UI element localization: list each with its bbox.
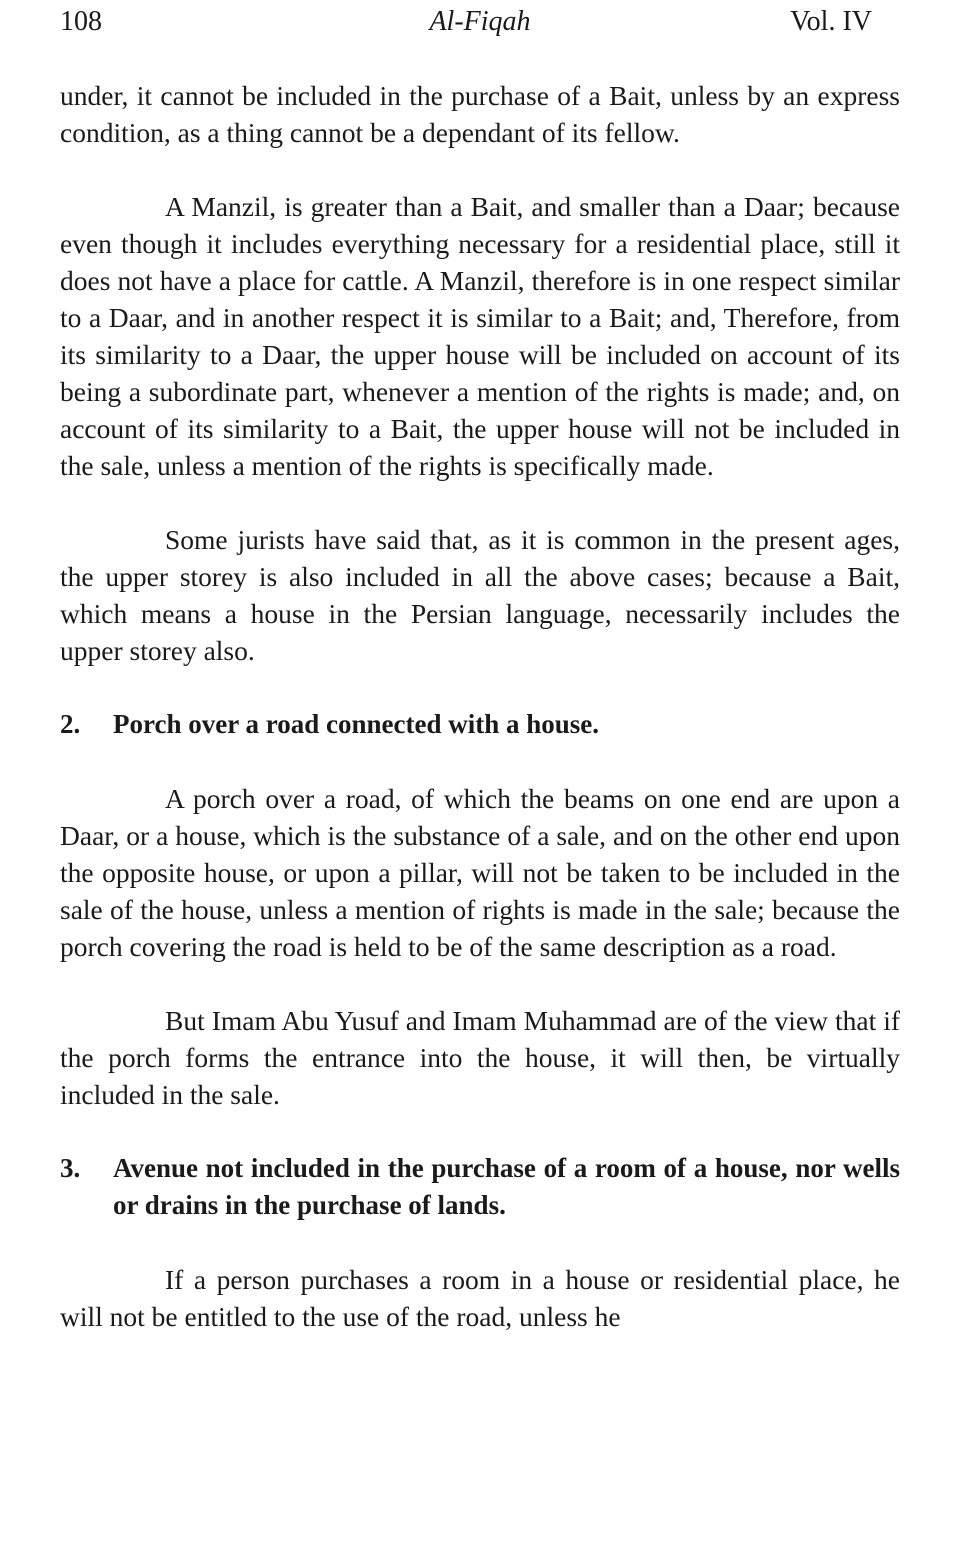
- running-header: [60, 0, 900, 44]
- book-page: [60, 0, 900, 1335]
- section-heading-2: [60, 706, 900, 743]
- paragraph-jurists: Some jurists have said that, as it is common in the present ages, the upper storey is also included in all the above cases; because a Bait, which means a house in the Persian language, necessarily includes the upper storey also.: [60, 524, 900, 666]
- paragraph-manzil: A Manzil, is greater than a Bait, and smaller than a Daar; because even though it includes everything necessary for a residential place, still it does not have a place for cattle. A Manzil, therefore is in one respect similar to a Daar, and in another respect it is similar to a Bait; and, Therefore, from its similarity to a Daar, the upper house will be included on account of its being a subordinate part, whenever a mention of the rights is made; and, on account of its similarity to a Bait, the upper house will not be included in the sale, unless a mention of the rights is specifically made.: [60, 191, 900, 481]
- paragraph-porch: A porch over a road, of which the beams on one end are upon a Daar, or a house, which is the substance of a sale, and on the other end upon the opposite house, or upon a pillar, will not be taken to be included in the sale of the house, unless a mention of rights is made in the sale; because the porch covering the road is held to be of the same description as a road.: [60, 783, 900, 962]
- paragraph-continued: under, it cannot be included in the purchase of a Bait, unless by an express condition, as a thing cannot be a dependant of its fellow.: [60, 80, 900, 148]
- book-title: Al-Fiqah: [429, 6, 531, 37]
- section-number: 2.: [60, 709, 81, 739]
- section-heading-3: [60, 1150, 900, 1224]
- volume-label: Vol. IV: [790, 6, 872, 37]
- section-number: 3.: [60, 1153, 81, 1183]
- section-title: Avenue not included in the purchase of a room of a house, nor wells or drains in the purchase of lands.: [113, 1153, 900, 1220]
- paragraph-imams: But Imam Abu Yusuf and Imam Muhammad are of the view that if the porch forms the entrance into the house, it will then, be virtually included in the sale.: [60, 1005, 900, 1110]
- section-title: Porch over a road connected with a house.: [113, 709, 599, 739]
- page-number: 108: [60, 6, 102, 37]
- paragraph-room-purchase: If a person purchases a room in a house or residential place, he will not be entitled to the use of the road, unless he: [60, 1264, 900, 1332]
